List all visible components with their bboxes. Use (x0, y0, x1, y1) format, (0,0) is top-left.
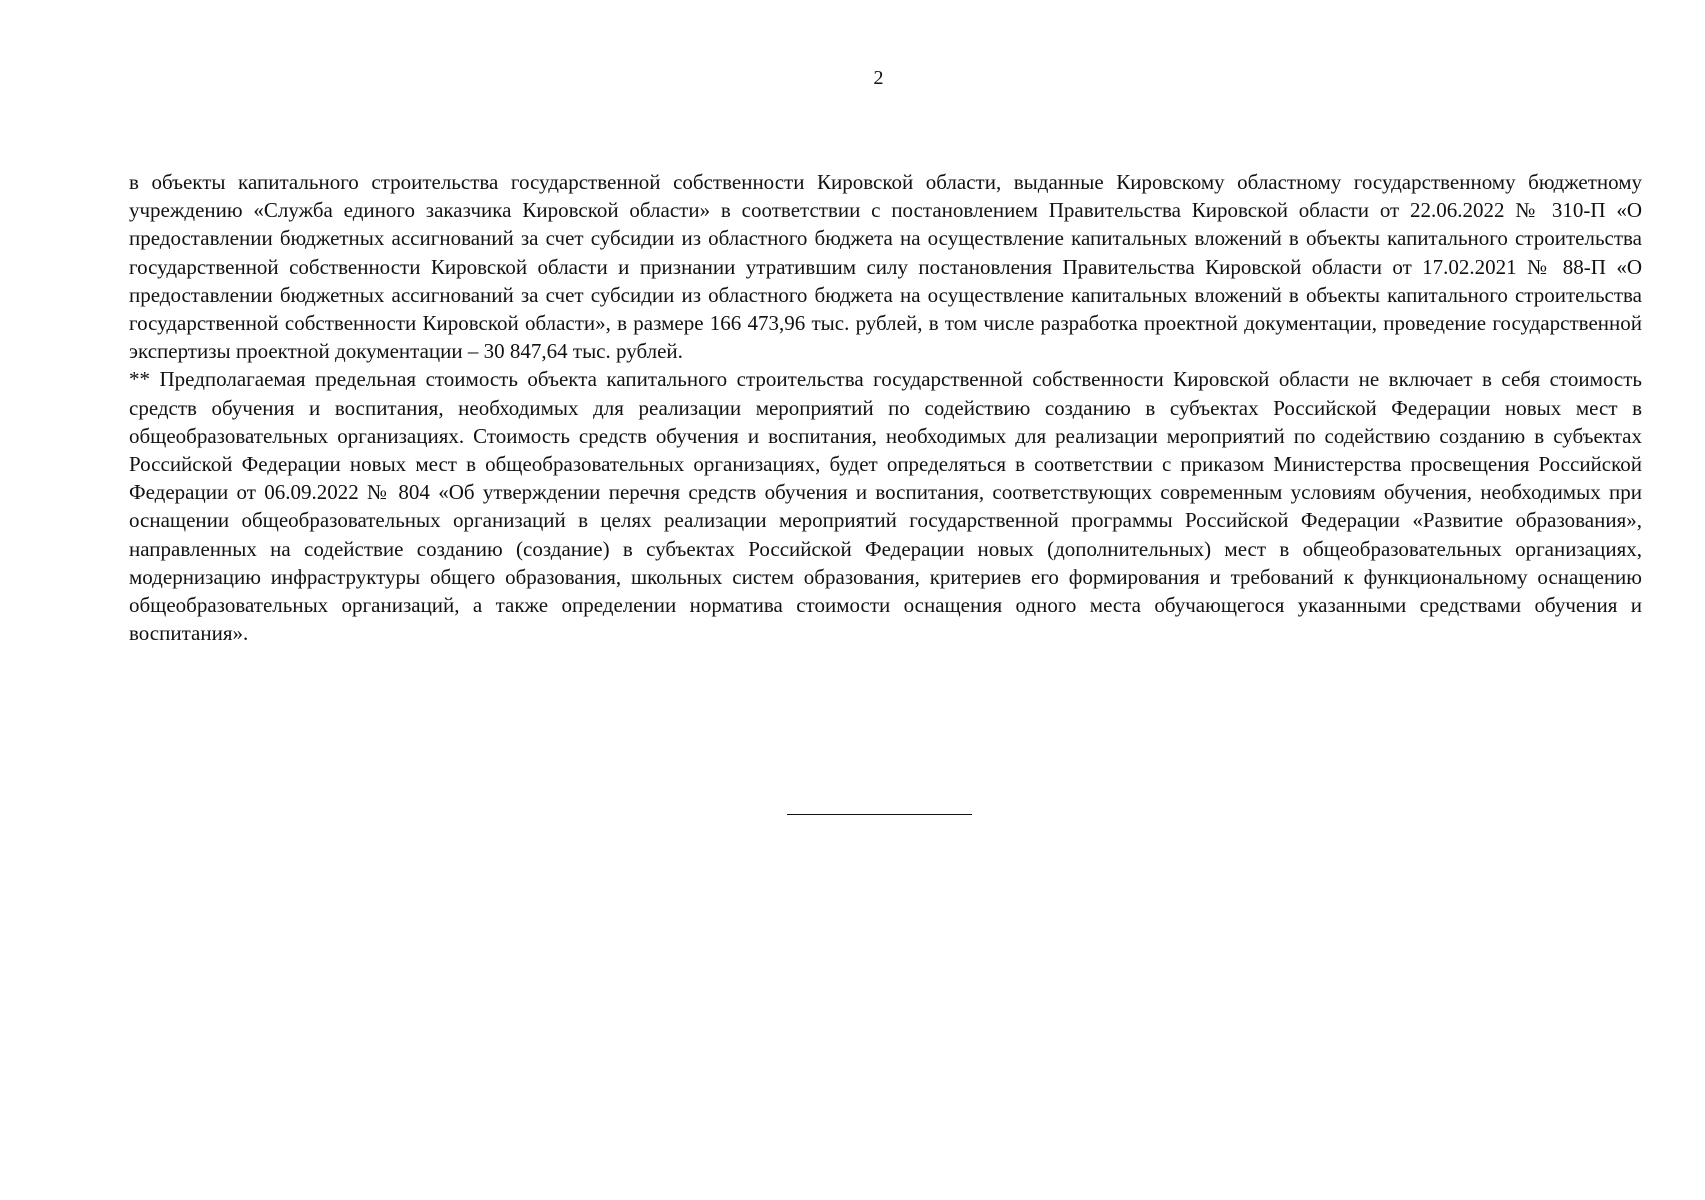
paragraph-subsidy-continuation: в объекты капитального строительства государственной собственности Кировской области, выданные Кировскому областному государственному бюджетному учреждению «Служба единого заказчика Кировской области» в соответствии с постановлением Правительства Кировской области от 22.06.2022 № 310-П «О предоставлении бюджетных ассигнований за счет субсидии из областного бюджета на осуществление капитальных вложений в объекты капитального строительства государственной собственности Кировской области и признании утратившим силу постановления Правительства Кировской области от 17.02.2021 № 88-П «О предоставлении бюджетных ассигнований за счет субсидии из областного бюджета на осуществление капитальных вложений в объекты капитального строительства государственной собственности Кировской области», в размере 166 473,96 тыс. рублей, в том числе разработка проектной документации, проведение государственной экспертизы проектной документации – 30 847,64 тыс. рублей. (129, 170, 1642, 364)
paragraph-footnote-cost: ** Предполагаемая предельная стоимость объекта капитального строительства государственной собственности Кировской области не включает в себя стоимость средств обучения и воспитания, необходимых для реализации мероприятий по содействию созданию в субъектах Российской Федерации новых мест в общеобразовательных организациях. Стоимость средств обучения и воспитания, необходимых для реализации мероприятий по содействию созданию в субъектах Российской Федерации новых мест в общеобразовательных организациях, будет определяться в соответствии с приказом Министерства просвещения Российской Федерации от 06.09.2022 № 804 «Об утверждении перечня средств обучения и воспитания, соответствующих современным условиям обучения, необходимых при оснащении общеобразовательных организаций в целях реализации мероприятий государственной программы Российской Федерации «Развитие образования», направленных на содействие созданию (создание) в субъектах Российской Федерации новых (дополнительных) мест в общеобразовательных организациях, модернизацию инфраструктуры общего образования, школьных систем образования, критериев его формирования и требований к функциональному оснащению общеобразовательных организаций, а также определении норматива стоимости оснащения одного места обучающегося указанными средствами обучения и воспитания». (129, 367, 1642, 646)
page-number: 2 (873, 67, 884, 89)
document-body (129, 168, 1642, 647)
closing-divider (787, 814, 972, 815)
